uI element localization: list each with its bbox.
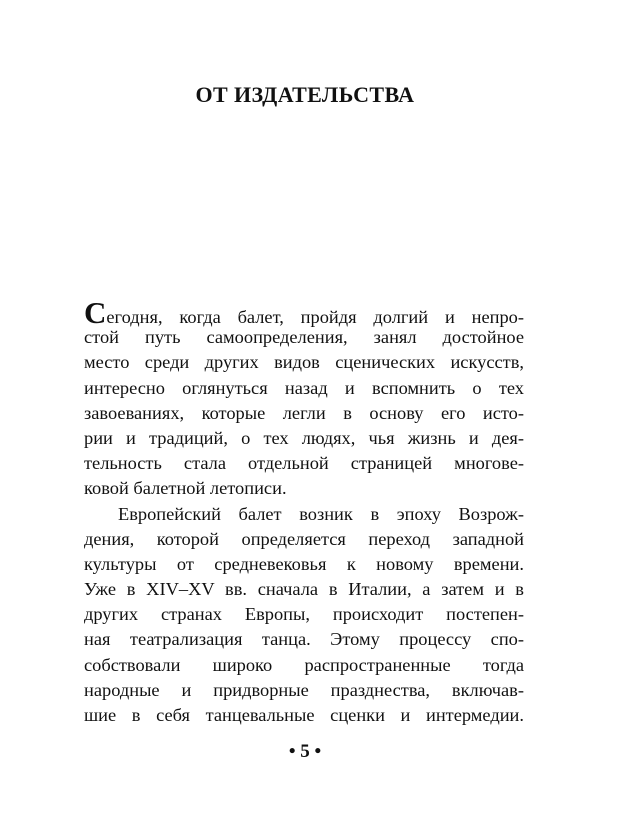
text-line: ковой балетной летописи.: [84, 478, 287, 499]
text-line: завоеваниях, которые легли в основу его исто-: [84, 402, 524, 423]
text-line: тельность стала отдельной страницей многове-: [84, 453, 524, 474]
text-line: Сегодня, когда балет, пройдя долгий и непро-: [84, 295, 524, 330]
text-line: интересно оглянуться назад и вспомнить о тех: [84, 377, 524, 398]
text-line: культуры от средневековья к новому времени.: [84, 553, 524, 574]
text-line: Европейский балет возник в эпоху Возрож-: [118, 503, 524, 524]
text-line: других странах Европы, происходит постепен-: [84, 604, 524, 625]
text-line: шие в себя танцевальные сценки и интермедии.: [84, 705, 524, 725]
text-line: народные и придворные празднества, включав-: [84, 679, 524, 700]
text-line: рии и традиций, о тех людях, чья жизнь и дея-: [84, 427, 524, 448]
text-line: место среди других видов сценических искусств,: [84, 352, 524, 373]
drop-cap: С: [84, 295, 107, 330]
text-line: Уже в XIV–XV вв. сначала в Италии, а затем и в: [84, 579, 524, 600]
text-line: ная театрализация танца. Этому процессу спо-: [84, 629, 524, 650]
text-line: собствовали широко распространенные тогда: [84, 654, 524, 675]
body-text: [84, 295, 524, 728]
text-line: дения, которой определяется переход западной: [84, 528, 524, 549]
section-heading: ОТ ИЗДАТЕЛЬСТВА: [195, 82, 415, 107]
text-line: стой путь самоопределения, занял достойное: [84, 327, 524, 348]
page-number: • 5 •: [288, 741, 322, 762]
